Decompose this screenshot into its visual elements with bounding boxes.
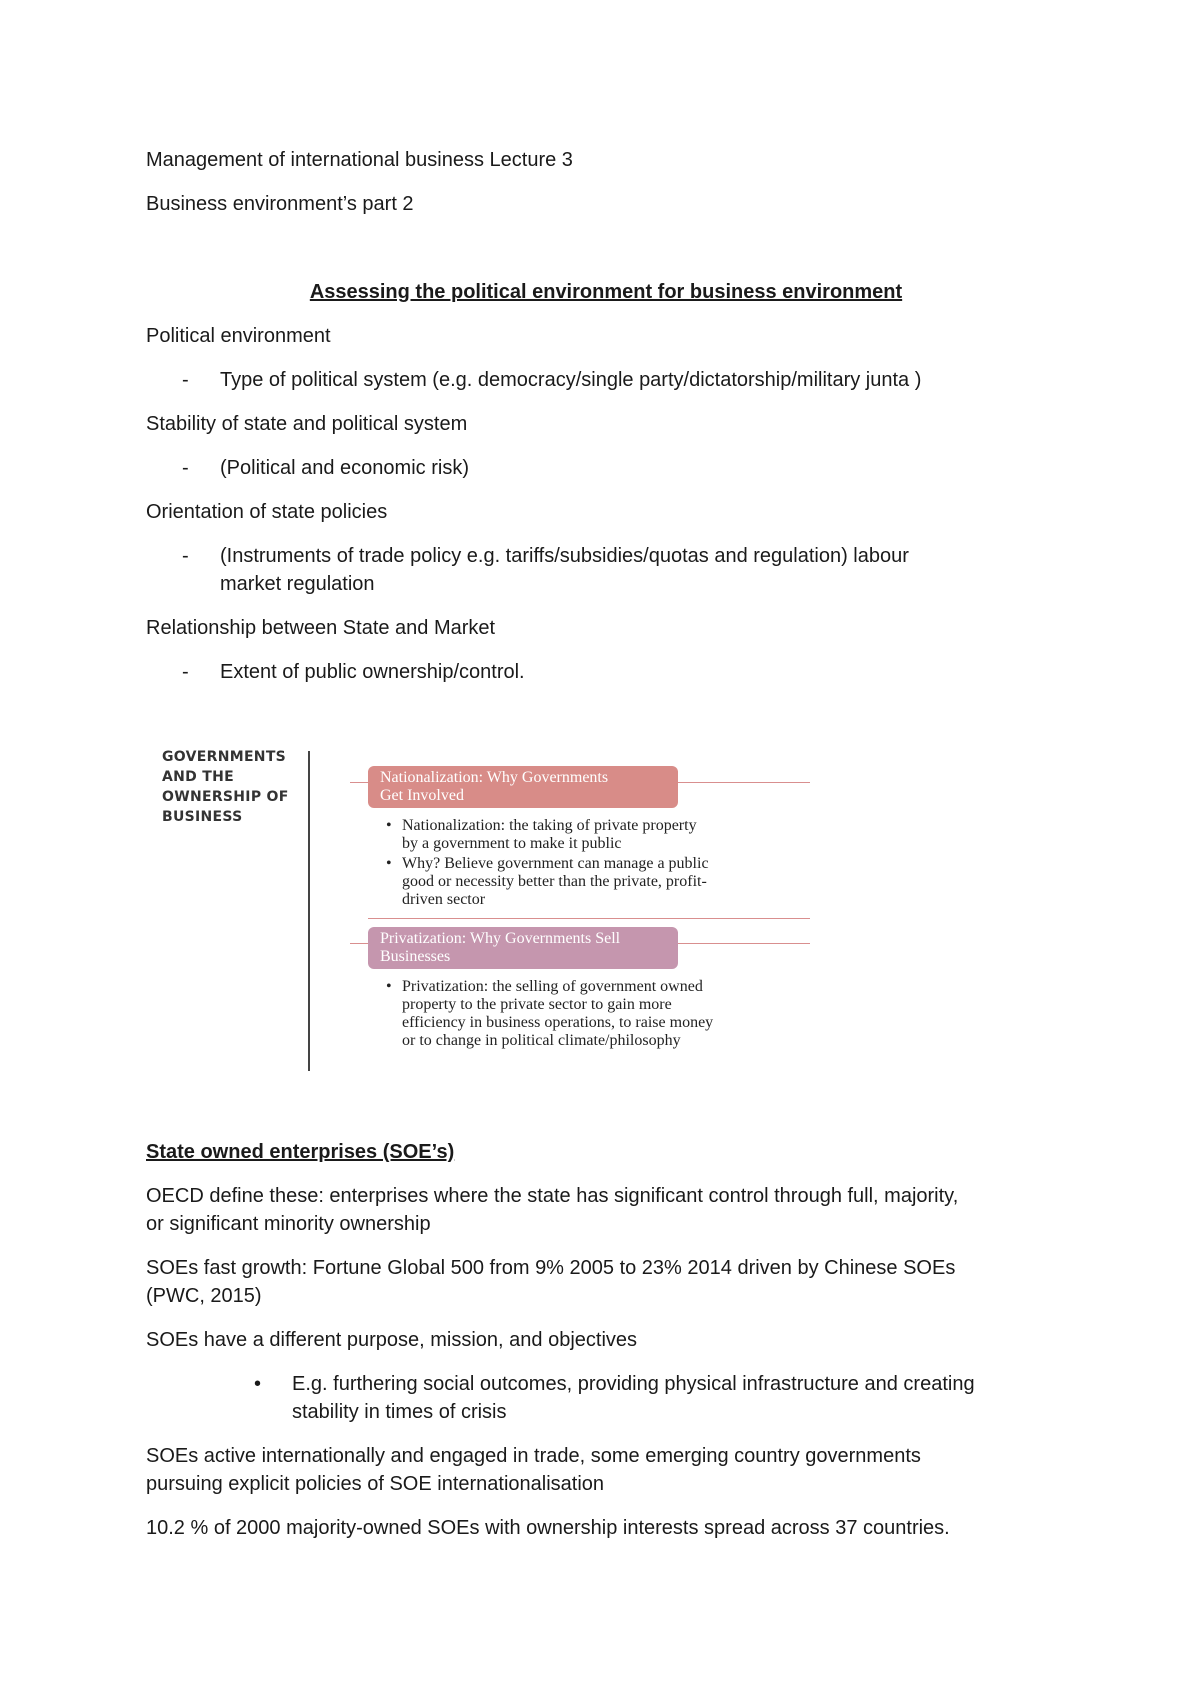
bullet-line: good or necessity better than the private, profit- [402,873,707,890]
bullet-marker: • [386,817,392,834]
nationalization-heading [368,766,678,808]
list-item-text: E.g. furthering social outcomes, providing physical infrastructure and creating [292,1373,975,1395]
dash-marker: - [182,457,189,479]
bullet-line: driven sector [402,891,486,908]
paragraph-international: SOEs active internationally and engaged in trade, some emerging country governments [146,1445,921,1467]
heading-line: Privatization: Why Governments Sell [380,930,621,947]
privatization-bullets [386,978,806,1052]
nationalization-bullets [386,817,806,911]
document-title: Management of international business Lecture 3 [146,149,573,171]
figure-bullet [386,855,806,909]
paragraph-oecd-cont: or significant minority ownership [146,1213,431,1235]
item-label-stability: Stability of state and political system [146,413,468,435]
bullet-line: Nationalization: the taking of private property [402,817,697,834]
bullet-marker: • [254,1373,262,1395]
paragraph-oecd: OECD define these: enterprises where the state has significant control through full, majority, [146,1185,959,1207]
heading-line: Nationalization: Why Governments [380,769,609,786]
paragraph-international-cont: pursuing explicit policies of SOE internationalisation [146,1473,605,1495]
item-label-political-environment: Political environment [146,325,331,347]
list-item-text-cont: market regulation [220,573,375,595]
list-item-text-cont: stability in times of crisis [292,1401,507,1423]
bullet-marker: • [386,978,392,995]
item-label-relationship: Relationship between State and Market [146,617,496,639]
bullet-line: or to change in political climate/philosophy [402,1032,681,1049]
figure-title-line: BUSINESS [162,809,243,825]
paragraph-statistic: 10.2 % of 2000 majority-owned SOEs with ownership interests spread across 37 countries. [146,1517,950,1539]
section-heading-political: Assessing the political environment for business environment [309,281,903,303]
bullet-line: by a government to make it public [402,835,622,852]
list-item-text: (Political and economic risk) [220,457,469,479]
rule-line [368,918,810,919]
figure-divider [308,751,310,1071]
privatization-heading [368,927,678,969]
list-item-text: Type of political system (e.g. democracy/single party/dictatorship/military junta ) [220,369,922,391]
figure-bullet [386,817,806,853]
paragraph-growth: SOEs fast growth: Fortune Global 500 from 9% 2005 to 23% 2014 driven by Chinese SOEs [146,1257,956,1279]
item-label-orientation: Orientation of state policies [146,501,388,523]
list-item-text: Extent of public ownership/control. [220,661,525,683]
dash-marker: - [182,369,189,391]
governments-ownership-figure [160,745,810,1075]
section-heading-soe: State owned enterprises (SOE’s) [146,1141,455,1163]
bullet-line: Privatization: the selling of government owned [402,978,703,995]
bullet-line: efficiency in business operations, to raise money [402,1014,714,1031]
heading-line: Get Involved [380,787,464,804]
bullet-line: Why? Believe government can manage a public [402,855,709,872]
bullet-line: property to the private sector to gain more [402,996,672,1013]
list-item-text: (Instruments of trade policy e.g. tariffs/subsidies/quotas and regulation) labour [220,545,909,567]
figure-title-line: AND THE [162,769,234,785]
figure-title-line: OWNERSHIP OF [162,789,289,805]
dash-marker: - [182,545,189,567]
paragraph-purpose: SOEs have a different purpose, mission, and objectives [146,1329,638,1351]
figure-title-line: GOVERNMENTS [162,749,287,765]
dash-marker: - [182,661,189,683]
paragraph-growth-cont: (PWC, 2015) [146,1285,262,1307]
figure-title [162,747,302,827]
bullet-marker: • [386,855,392,872]
heading-line: Businesses [380,948,451,965]
figure-bullet [386,978,806,1050]
document-subtitle: Business environment’s part 2 [146,193,414,215]
